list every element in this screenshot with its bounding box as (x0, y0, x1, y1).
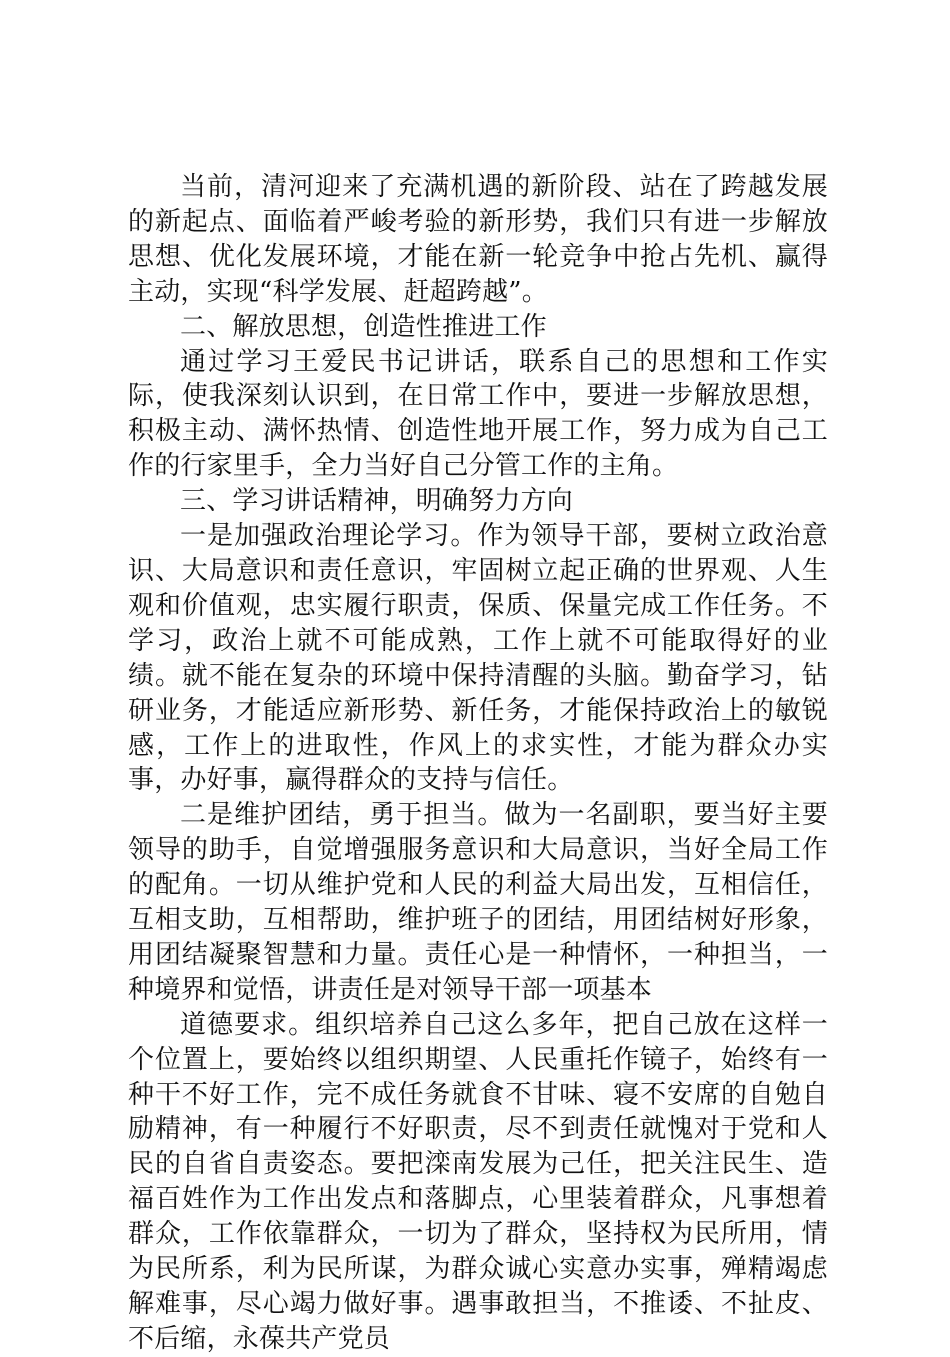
paragraph-morality: 道德要求。组织培养自己这么多年，把自己放在这样一个位置上，要始终以组织期望、人民重托作镜子，始终有一种干不好工作，完不成任务就食不甘味、寝不安席的自勉自励精神，有一种履行不好职责，尽不到责任就愧对于党和人民的自省自责姿态。要把滦南发展为己任，把关注民生、造福百姓作为工作出发点和落脚点，心里装着群众，凡事想着群众，工作依靠群众，一切为了群众，坚持权为民所用，情为民所系，利为民所谋，为群众诚心实意办实事，殚精竭虑解难事，尽心竭力做好事。遇事敢担当，不推诿、不扯皮、不后缩，永葆共产党员 (128, 1009, 828, 1354)
paragraph-section-2: 通过学习王爱民书记讲话，联系自己的思想和工作实际，使我深刻认识到，在日常工作中，要进一步解放思想，积极主动、满怀热情、创造性地开展工作，努力成为自己工作的行家里手，全力当好自己分管工作的主角。 (128, 346, 828, 482)
section-heading-3: 三、学习讲话精神，明确努力方向 (180, 486, 574, 517)
document-body (128, 170, 828, 1357)
paragraph-intro: 当前，清河迎来了充满机遇的新阶段、站在了跨越发展的新起点、面临着严峻考验的新形势，我们只有进一步解放思想、优化发展环境，才能在新一轮竞争中抢占先机、赢得主动，实现“科学发展、赶超跨越”。 (128, 172, 828, 307)
paragraph-political-study: 一是加强政治理论学习。作为领导干部，要树立政治意识、大局意识和责任意识，牢固树立起正确的世界观、人生观和价值观，忠实履行职责，保质、保量完成工作任务。不学习，政治上就不可能成熟，工作上就不可能取得好的业绩。就不能在复杂的环境中保持清醒的头脑。勤奋学习，钻研业务，才能适应新形势、新任务，才能保持政治上的敏锐感，工作上的进取性，作风上的求实性，才能为群众办实事，办好事，赢得群众的支持与信任。 (128, 521, 828, 796)
section-heading-2: 二、解放思想，创造性推进工作 (180, 311, 547, 342)
paragraph-unity: 二是维护团结，勇于担当。做为一名副职，要当好主要领导的助手，自觉增强服务意识和大局意识，当好全局工作的配角。一切从维护党和人民的利益大局出发，互相信任，互相支助，互相帮助，维护班子的团结，用团结树好形象，用团结凝聚智慧和力量。责任心是一种情怀，一种担当，一种境界和觉悟，讲责任是对领导干部一项基本 (128, 800, 828, 1005)
